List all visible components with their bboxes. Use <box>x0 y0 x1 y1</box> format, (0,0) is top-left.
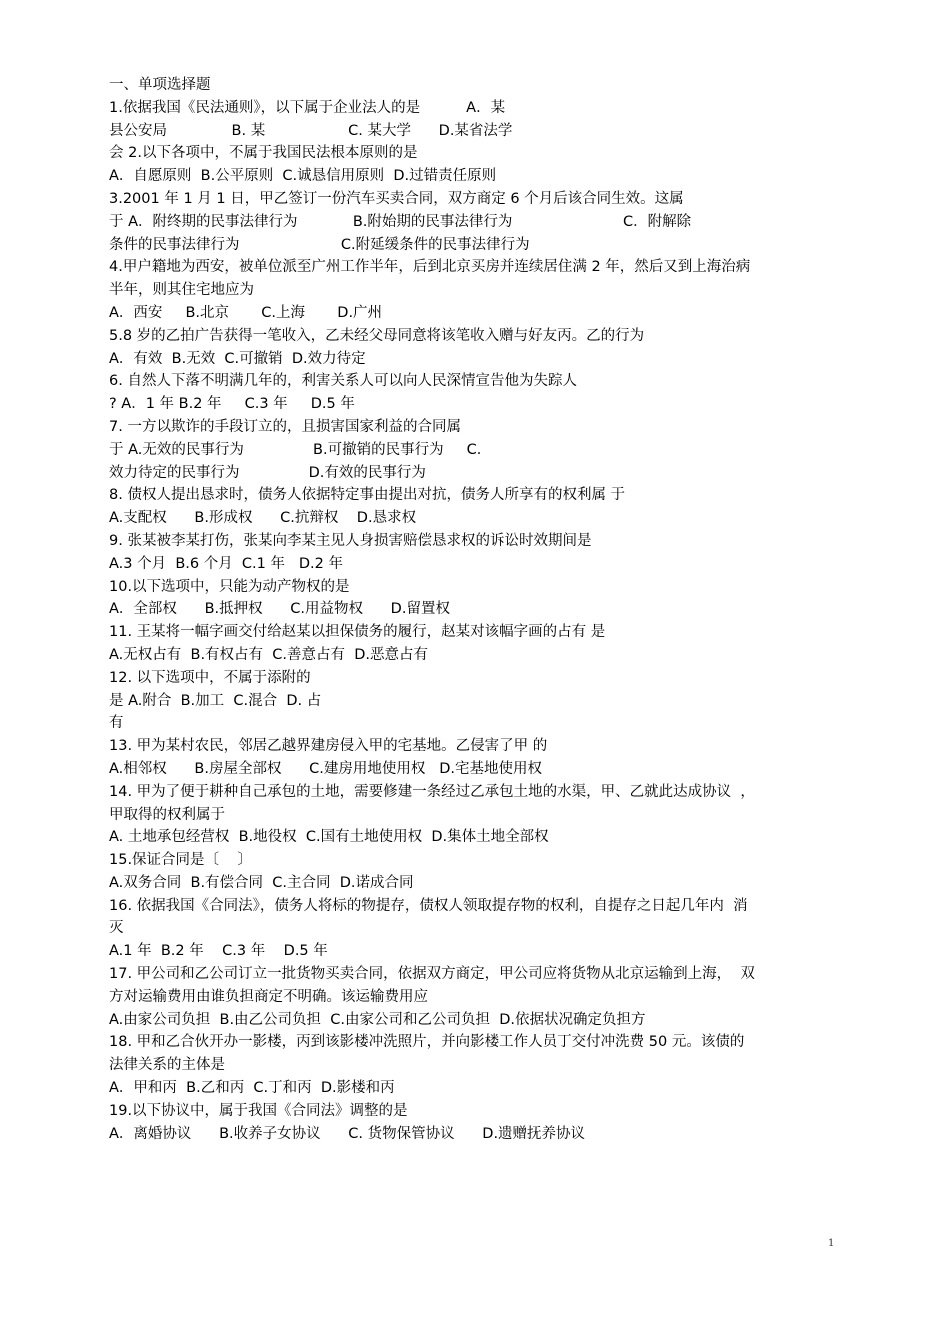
text-line: 3.2001 年 1 月 1 日，甲乙签订一份汽车买卖合同，双方商定 6 个月后该合同生效。这属 <box>109 190 684 207</box>
text-line: A.相邻权 B.房屋全部权 C.建房用地使用权 D.宅基地使用权 <box>109 760 542 777</box>
text-line: 12. 以下选项中，不属于添附的 <box>109 669 311 686</box>
page-number: 1 <box>828 1238 835 1249</box>
section-heading: 一、单项选择题 <box>109 77 211 93</box>
text-line: 19.以下协议中，属于我国《合同法》调整的是 <box>109 1102 408 1119</box>
text-line: 会 2.以下各项中，不属于我国民法根本原则的是 <box>109 145 418 162</box>
text-line: 11. 王某将一幅字画交付给赵某以担保债务的履行，赵某对该幅字画的占有 是 <box>109 624 606 641</box>
text-line: 14. 甲为了便于耕种自己承包的土地，需要修建一条经过乙承包土地的水渠，甲、乙就此达成协议 ， <box>109 783 755 800</box>
text-line: A.3 个月 B.6 个月 C.1 年 D.2 年 <box>109 555 343 572</box>
text-line: A.由家公司负担 B.由乙公司负担 C.由家公司和乙公司负担 D.依据状况确定负担方 <box>109 1011 646 1028</box>
text-line: 条件的民事法律行为 C.附延缓条件的民事法律行为 <box>109 236 530 253</box>
text-line: 县公安局 B. 某 C. 某大学 D.某省法学 <box>109 122 513 139</box>
text-line: 5.8 岁的乙拍广告获得一笔收入，乙未经父母同意将该笔收入赠与好友丙。乙的行为 <box>109 327 645 344</box>
text-line: 1.依据我国《民法通则》，以下属于企业法人的是 A．某 <box>109 99 506 116</box>
text-line: A．全部权 B.抵押权 C.用益物权 D.留置权 <box>109 601 450 618</box>
text-line: 甲取得的权利属于 <box>109 806 225 823</box>
text-line: A．西安 B.北京 C.上海 D.广州 <box>109 304 383 321</box>
text-line: 方对运输费用由谁负担商定不明确。该运输费用应 <box>109 988 428 1005</box>
text-line: 7. 一方以欺诈的手段订立的，且损害国家利益的合同属 <box>109 418 461 435</box>
text-line: 于 A．附终期的民事法律行为 B.附始期的民事法律行为 C．附解除 <box>109 213 692 230</box>
text-line: 18. 甲和乙合伙开办一影楼，丙到该影楼冲洗照片，并向影楼工作人员丁交付冲洗费 50 元。该债的 <box>109 1034 745 1051</box>
text-line: A．自愿原则 B.公平原则 C.诚恳信用原则 D.过错责任原则 <box>109 168 497 185</box>
text-line: 有 <box>109 715 124 732</box>
text-line: 8. 债权人提出恳求时，债务人依据特定事由提出对抗，债务人所享有的权利属 于 <box>109 487 626 504</box>
text-line: A．甲和丙 B.乙和丙 C.丁和丙 D.影楼和丙 <box>109 1080 395 1097</box>
text-line: ? A．1 年 B.2 年 C.3 年 D.5 年 <box>109 396 355 413</box>
text-line: 15.保证合同是〔 〕 <box>109 852 252 869</box>
text-line: A. 土地承包经营权 B.地役权 C.国有土地使用权 D.集体土地全部权 <box>109 829 549 846</box>
text-line: 13. 甲为某村农民，邻居乙越界建房侵入甲的宅基地。乙侵害了甲 的 <box>109 738 548 755</box>
text-line: 于 A.无效的民事行为 B.可撤销的民事行为 C． <box>109 441 492 458</box>
text-line: 17. 甲公司和乙公司订立一批货物买卖合同，依据双方商定，甲公司应将货物从北京运输到上海， 双 <box>109 966 755 983</box>
text-line: 6. 自然人下落不明满几年的，利害关系人可以向人民深情宣告他为失踪人 <box>109 373 577 390</box>
text-line: 4.甲户籍地为西安，被单位派至广州工作半年，后到北京买房并连续居住满 2 年，然后又到上海治病 <box>109 259 751 276</box>
text-line: 16. 依据我国《合同法》，债务人将标的物提存，债权人领取提存物的权利，自提存之日起几年内 消 <box>109 897 748 914</box>
text-line: 法律关系的主体是 <box>109 1057 225 1074</box>
text-line: A.双务合同 B.有偿合同 C.主合同 D.诺成合同 <box>109 874 414 891</box>
text-line: A.1 年 B.2 年 C.3 年 D.5 年 <box>109 943 328 960</box>
text-line: 灭 <box>109 920 124 937</box>
text-line: 9. 张某被李某打伤，张某向李某主见人身损害赔偿恳求权的诉讼时效期间是 <box>109 532 592 549</box>
text-line: A．有效 B.无效 C.可撤销 D.效力待定 <box>109 350 366 367</box>
document-body <box>109 74 849 1145</box>
text-line: 是 A.附合 B.加工 C.混合 D. 占 <box>109 692 322 709</box>
text-line: A.支配权 B.形成权 C.抗辩权 D.恳求权 <box>109 510 417 527</box>
text-line: A.无权占有 B.有权占有 C.善意占有 D.恶意占有 <box>109 646 428 663</box>
text-line: 效力待定的民事行为 D.有效的民事行为 <box>109 464 426 481</box>
text-line: 半年，则其住宅地应为 <box>109 282 254 299</box>
text-line: A．离婚协议 B.收养子女协议 C. 货物保管协议 D.遗赠抚养协议 <box>109 1125 586 1142</box>
text-line: 10.以下选项中，只能为动产物权的是 <box>109 578 350 595</box>
